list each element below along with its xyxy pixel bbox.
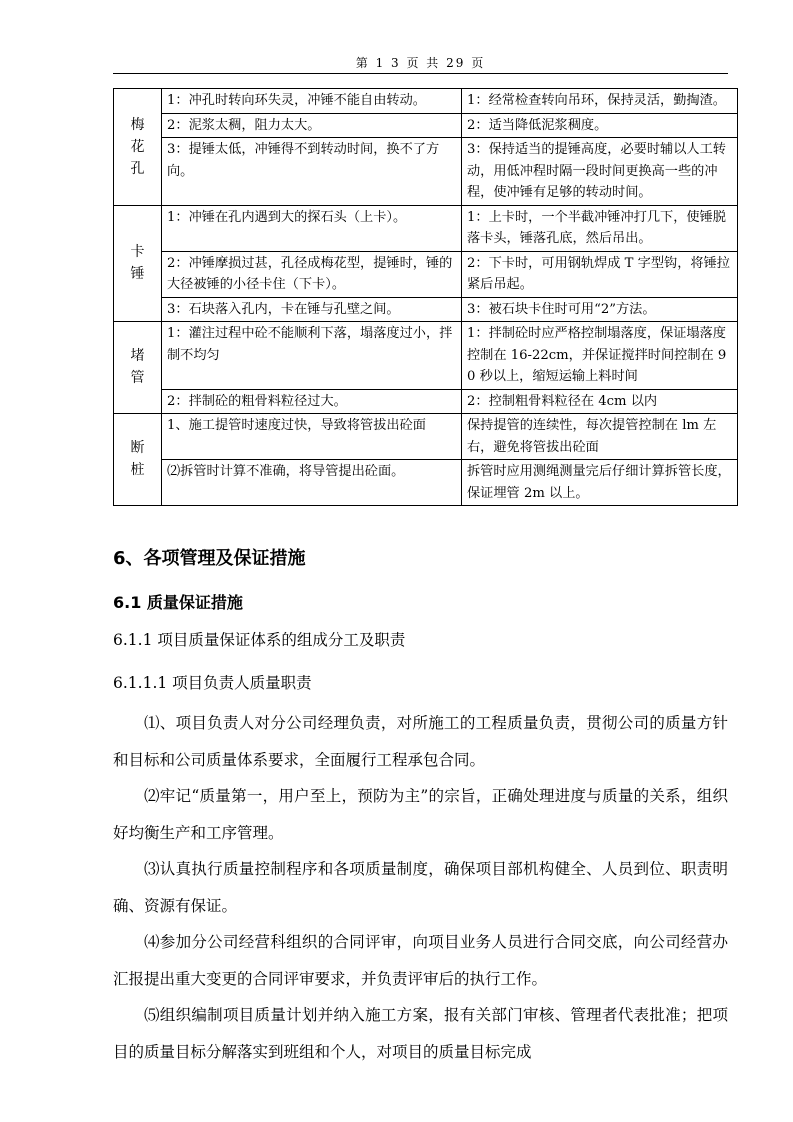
table-row xyxy=(114,113,738,138)
cause-cell: 2：冲锤摩损过甚，孔径成梅花型，提锤时，锤的大径被锤的小径卡住（下卡）。 xyxy=(162,251,462,297)
paragraph: ⑴、项目负责人对分公司经理负责，对所施工的工程质量负责，贯彻公司的质量方针和目标和公司质量体系要求，全面履行工程承包合同。 xyxy=(113,714,728,769)
troubleshooting-table xyxy=(113,88,738,506)
paragraph: ⑶认真执行质量控制程序和各项质量制度，确保项目部机构健全、人员到位、职责明确、资源有保证。 xyxy=(113,860,728,915)
category-label: 堵管 xyxy=(130,348,145,387)
table-row xyxy=(114,251,738,297)
remedy-cell: 1：上卡时，一个半截冲锤冲打几下，使锤脱落卡头，锤落孔底，然后吊出。 xyxy=(462,205,738,251)
cause-cell: 2：拌制砼的粗骨料粒径过大。 xyxy=(162,389,462,414)
cause-cell: 3：提锤太低，冲锤得不到转动时间，换不了方向。 xyxy=(162,138,462,206)
category-cell xyxy=(114,322,162,414)
cause-cell: 2：泥浆太稠，阻力太大。 xyxy=(162,113,462,138)
cause-cell: 1、施工提管时速度过快，导致将管拔出砼面 xyxy=(162,414,462,460)
remedy-cell: 3：保持适当的提锤高度，必要时辅以人工转动，用低冲程时隔一段时间更换高一些的冲程，使冲锤有足够的转动时间。 xyxy=(462,138,738,206)
table-row xyxy=(114,138,738,206)
table-row xyxy=(114,389,738,414)
category-label: 断桩 xyxy=(130,440,145,479)
body-text xyxy=(113,705,728,1070)
remedy-cell: 保持提管的连续性，每次提管控制在 lm 左右，避免将管拔出砼面 xyxy=(462,414,738,460)
table-row xyxy=(114,205,738,251)
remedy-cell: 2：适当降低泥浆稠度。 xyxy=(462,113,738,138)
table-row xyxy=(114,460,738,506)
remedy-cell: 拆管时应用测绳测量完后仔细计算拆管长度，保证埋管 2m 以上。 xyxy=(462,460,738,506)
remedy-cell: 2：控制粗骨料粒径在 4cm 以内 xyxy=(462,389,738,414)
category-label: 卡锤 xyxy=(130,244,145,282)
paragraph: ⑵牢记“质量第一，用户至上，预防为主”的宗旨，正确处理进度与质量的关系，组织好均衡生产和工序管理。 xyxy=(113,787,728,842)
remedy-cell: 2：下卡时，可用钢轨焊成 T 字型钩，将锤拉紧后吊起。 xyxy=(462,251,738,297)
remedy-cell: 1：拌制砼时应严格控制塌落度，保证塌落度控制在 16-22cm，并保证搅拌时间控制在 90 秒以上，缩短运输上料时间 xyxy=(462,322,738,390)
cause-cell: 1：灌注过程中砼不能顺利下落，塌落度过小，拌制不均匀 xyxy=(162,322,462,390)
cause-cell: 1：冲锤在孔内遇到大的探石头（上卡）。 xyxy=(162,205,462,251)
cause-cell: 3：石块落入孔内，卡在锤与孔壁之间。 xyxy=(162,297,462,322)
category-cell xyxy=(114,414,162,506)
subsubsection-heading: 6.1.1 项目质量保证体系的组成分工及职责 xyxy=(113,631,406,649)
paragraph: ⑷参加分公司经营科组织的合同评审，向项目业务人员进行合同交底，向公司经营办汇报提出重大变更的合同评审要求，并负责评审后的执行工作。 xyxy=(113,933,728,988)
cause-cell: 1：冲孔时转向环失灵，冲锤不能自由转动。 xyxy=(162,89,462,114)
table-row xyxy=(114,89,738,114)
table-row xyxy=(114,297,738,322)
subsection-heading: 6.1 质量保证措施 xyxy=(113,593,243,612)
table-row xyxy=(114,414,738,460)
header-rule xyxy=(113,73,728,74)
page-header: 第 1 3 页 共 29 页 xyxy=(355,56,486,70)
table-row xyxy=(114,322,738,390)
category-cell xyxy=(114,89,162,206)
category-cell xyxy=(114,205,162,322)
item-heading: 6.1.1.1 项目负责人质量职责 xyxy=(113,674,312,692)
cause-cell: ⑵拆管时计算不准确，将导管提出砼面。 xyxy=(162,460,462,506)
remedy-cell: 3：被石块卡住时可用“2”方法。 xyxy=(462,297,738,322)
category-label: 梅花孔 xyxy=(130,116,145,177)
remedy-cell: 1：经常检查转向吊环，保持灵活，勤掏渣。 xyxy=(462,89,738,114)
section-heading: 6、各项管理及保证措施 xyxy=(113,548,306,569)
paragraph: ⑸组织编制项目质量计划并纳入施工方案，报有关部门审核、管理者代表批准；把项目的质量目标分解落实到班组和个人，对项目的质量目标完成 xyxy=(113,1006,728,1061)
